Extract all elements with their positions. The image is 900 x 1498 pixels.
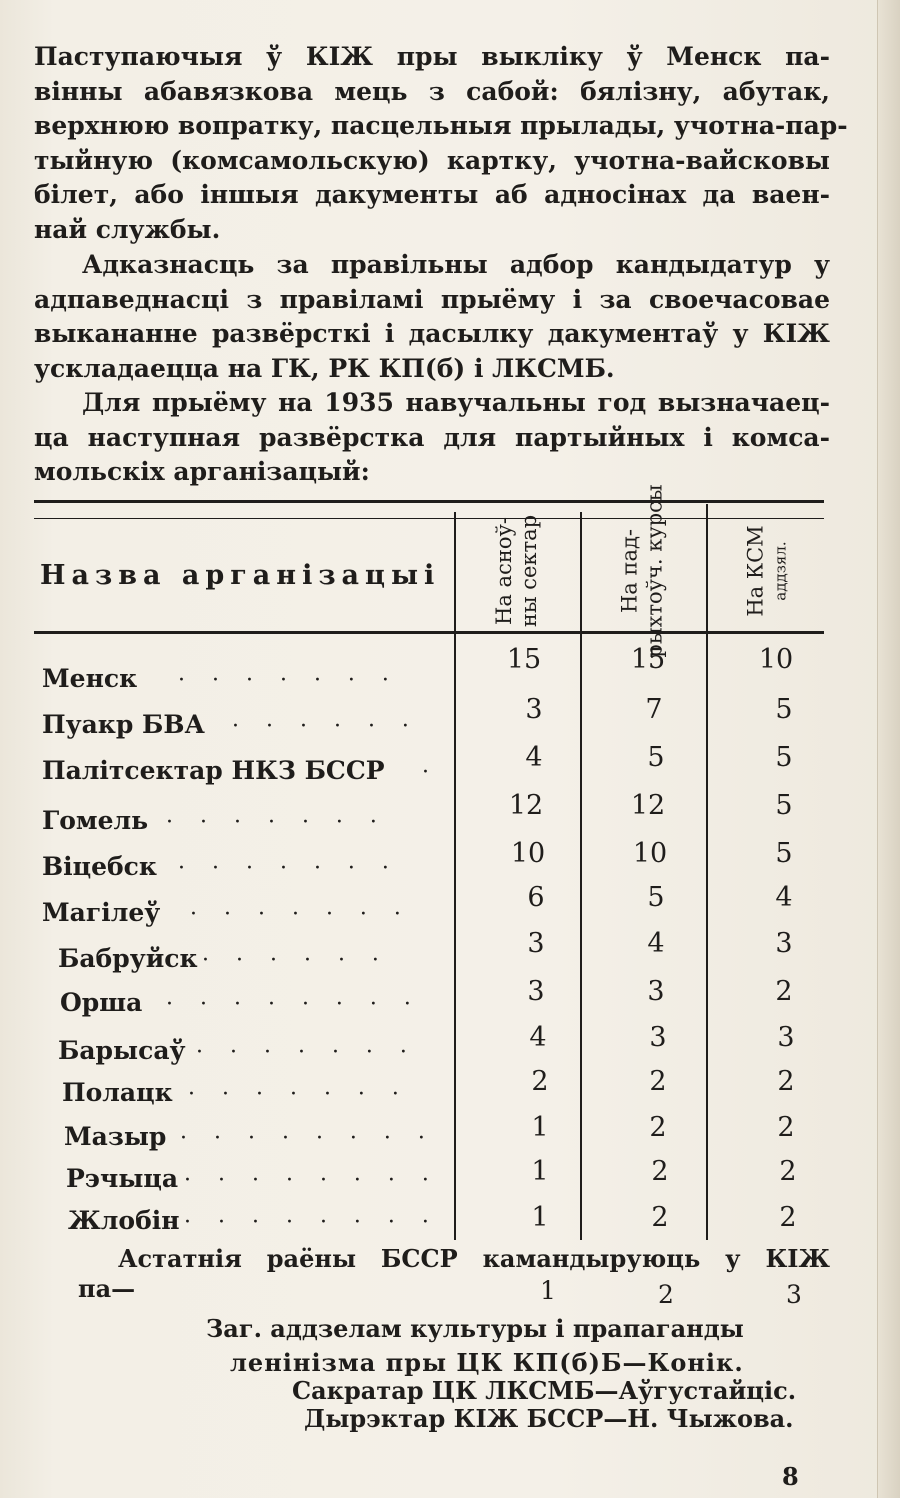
row-name: Віцебск bbox=[42, 852, 157, 881]
leader-dots: · · · · · · · · bbox=[184, 1168, 439, 1193]
cell-value: 10 bbox=[758, 644, 794, 675]
cell-value: 5 bbox=[775, 838, 793, 869]
row-name: Полацк bbox=[62, 1078, 173, 1107]
table-name-header: Назва арганізацыі bbox=[40, 560, 441, 591]
leader-dots: · · · · · · · bbox=[188, 1082, 409, 1107]
col-header-line: На КСМ bbox=[744, 525, 768, 617]
table-col-header-ksm bbox=[714, 512, 824, 630]
row-name: Рэчыца bbox=[66, 1164, 179, 1193]
cell-value: 1 bbox=[531, 1202, 549, 1233]
cell-value: 2 bbox=[531, 1066, 549, 1097]
col-header-line: На пад- bbox=[618, 528, 642, 614]
col-header-line: аддзял. bbox=[772, 541, 790, 601]
cell-value: 5 bbox=[647, 882, 665, 913]
text-line: тыйную (комсамольскую) картку, учотна-вайсковы bbox=[34, 145, 830, 175]
leader-dots: · · · · · · · bbox=[178, 856, 399, 881]
cell-value: 5 bbox=[775, 790, 793, 821]
text-line: білет, або іншыя дакументы аб адносінах да ваен- bbox=[34, 180, 830, 209]
cell-value: 2 bbox=[651, 1156, 669, 1187]
cell-value: 4 bbox=[775, 882, 793, 913]
row-name: Жлобін bbox=[68, 1206, 180, 1235]
text-line: выкананне развёрсткі і дасылку дакументаў у КІЖ bbox=[34, 319, 830, 348]
cell-value: 2 bbox=[649, 1066, 667, 1097]
cell-value: 15 bbox=[630, 644, 666, 675]
leader-dots: · · · · · · · · bbox=[180, 1126, 435, 1151]
paragraph-instructions bbox=[34, 40, 848, 247]
col-header-line: На асноў- bbox=[492, 517, 516, 625]
cell-value: 3 bbox=[775, 928, 793, 959]
cell-value: 3 bbox=[649, 1022, 667, 1053]
cell-value: 4 bbox=[647, 928, 665, 959]
cell-value: 2 bbox=[777, 1066, 795, 1097]
row-name: Палітсектар НКЗ БССР bbox=[42, 756, 385, 785]
text-line: адпаведнасці з правіламі прыёму і за своечасовае bbox=[34, 284, 830, 314]
cell-value: 3 bbox=[527, 928, 545, 959]
footer-value: 3 bbox=[786, 1280, 802, 1309]
leader-dots: · · · · · · · · bbox=[184, 1210, 439, 1235]
cell-value: 3 bbox=[525, 694, 543, 725]
table-col-divider bbox=[706, 504, 708, 1240]
cell-value: 10 bbox=[632, 838, 668, 869]
signature-line: ленінізма пры ЦК КП(б)Б—Конік. bbox=[230, 1348, 744, 1377]
leader-dots: · · · · · · · bbox=[190, 902, 411, 927]
row-name: Менск bbox=[42, 664, 138, 693]
cell-value: 5 bbox=[775, 742, 793, 773]
page-edge bbox=[877, 0, 900, 1498]
leader-dots: · · · · · · · bbox=[196, 1040, 417, 1065]
cell-value: 3 bbox=[777, 1022, 795, 1053]
text-line: ца наступная развёрстка для партыйных і комса- bbox=[34, 422, 830, 452]
col-header-line: рыхтоўч. курсы bbox=[643, 484, 667, 658]
cell-value: 2 bbox=[651, 1202, 669, 1233]
table-top-rule bbox=[34, 500, 824, 503]
table-col-divider bbox=[580, 512, 582, 1240]
cell-value: 12 bbox=[630, 790, 666, 821]
leader-dots: · · · · · · · bbox=[166, 810, 387, 835]
table-col-header-main-sector bbox=[462, 512, 572, 630]
signature-line: Дырэктар КІЖ БССР—Н. Чыжова. bbox=[304, 1404, 794, 1433]
footer-value: 2 bbox=[658, 1280, 674, 1309]
row-name: Бабруйск bbox=[58, 944, 198, 973]
text-line: верхнюю вопратку, пасцельныя прылады, учотна-пар- bbox=[34, 111, 848, 140]
cell-value: 6 bbox=[527, 882, 545, 913]
row-name: Магілеў bbox=[42, 898, 161, 927]
row-name: Пуакр БВА bbox=[42, 710, 205, 739]
text-line: мольскіх арганізацый: bbox=[34, 457, 370, 486]
table-col-header-preparatory bbox=[588, 484, 698, 658]
text-line: Паступаючыя ў КІЖ пры выкліку ў Менск па- bbox=[34, 42, 830, 71]
cell-value: 1 bbox=[531, 1112, 549, 1143]
signature-line: Заг. аддзелам культуры і прапаганды bbox=[206, 1314, 744, 1343]
cell-value: 1 bbox=[531, 1156, 549, 1187]
signature-line: Сакратар ЦК ЛКСМБ—Аўгустайціс. bbox=[292, 1376, 797, 1405]
cell-value: 15 bbox=[506, 644, 542, 675]
cell-value: 4 bbox=[525, 742, 543, 773]
paragraph-allocation-intro bbox=[34, 386, 830, 490]
cell-value: 5 bbox=[775, 694, 793, 725]
text-line: вінны абавязкова мець з сабой: бялізну, абутак, bbox=[34, 76, 830, 106]
cell-value: 3 bbox=[527, 976, 545, 1007]
cell-value: 2 bbox=[779, 1202, 797, 1233]
row-name: Гомель bbox=[42, 806, 149, 835]
page-number: 8 bbox=[782, 1462, 799, 1491]
col-header-line: ны сектар bbox=[517, 514, 541, 628]
row-name: Барысаў bbox=[58, 1036, 186, 1065]
paragraph-responsibility bbox=[34, 248, 830, 386]
cell-value: 3 bbox=[647, 976, 665, 1007]
cell-value: 2 bbox=[779, 1156, 797, 1187]
cell-value: 2 bbox=[777, 1112, 795, 1143]
row-name: Мазыр bbox=[64, 1122, 167, 1151]
table-footer-prefix: па— bbox=[78, 1274, 136, 1303]
text-line: Для прыёму на 1935 навучальны год вызначаец- bbox=[82, 388, 830, 417]
cell-value: 2 bbox=[775, 976, 793, 1007]
table-col-divider bbox=[454, 512, 456, 1240]
leader-dots: · · · · · · · bbox=[178, 668, 399, 693]
footer-value: 1 bbox=[540, 1276, 556, 1305]
leader-dots: · · · · · · bbox=[232, 714, 419, 739]
text-line: ускладаецца на ГК, РК КП(б) і ЛКСМБ. bbox=[34, 353, 615, 383]
cell-value: 10 bbox=[510, 838, 546, 869]
text-line: най службы. bbox=[34, 214, 221, 244]
leader-dots: · bbox=[422, 760, 439, 785]
cell-value: 7 bbox=[645, 694, 663, 725]
leader-dots: · · · · · · · · bbox=[166, 992, 421, 1017]
cell-value: 5 bbox=[647, 742, 665, 773]
leader-dots: · · · · · · bbox=[202, 948, 389, 973]
row-name: Орша bbox=[60, 988, 143, 1017]
cell-value: 4 bbox=[529, 1022, 547, 1053]
table-footer-line: Астатнія раёны БССР камандыруюць у КІЖ bbox=[118, 1244, 830, 1273]
cell-value: 2 bbox=[649, 1112, 667, 1143]
text-line: Адказнасць за правільны адбор кандыдатур у bbox=[82, 250, 830, 279]
cell-value: 12 bbox=[508, 790, 544, 821]
